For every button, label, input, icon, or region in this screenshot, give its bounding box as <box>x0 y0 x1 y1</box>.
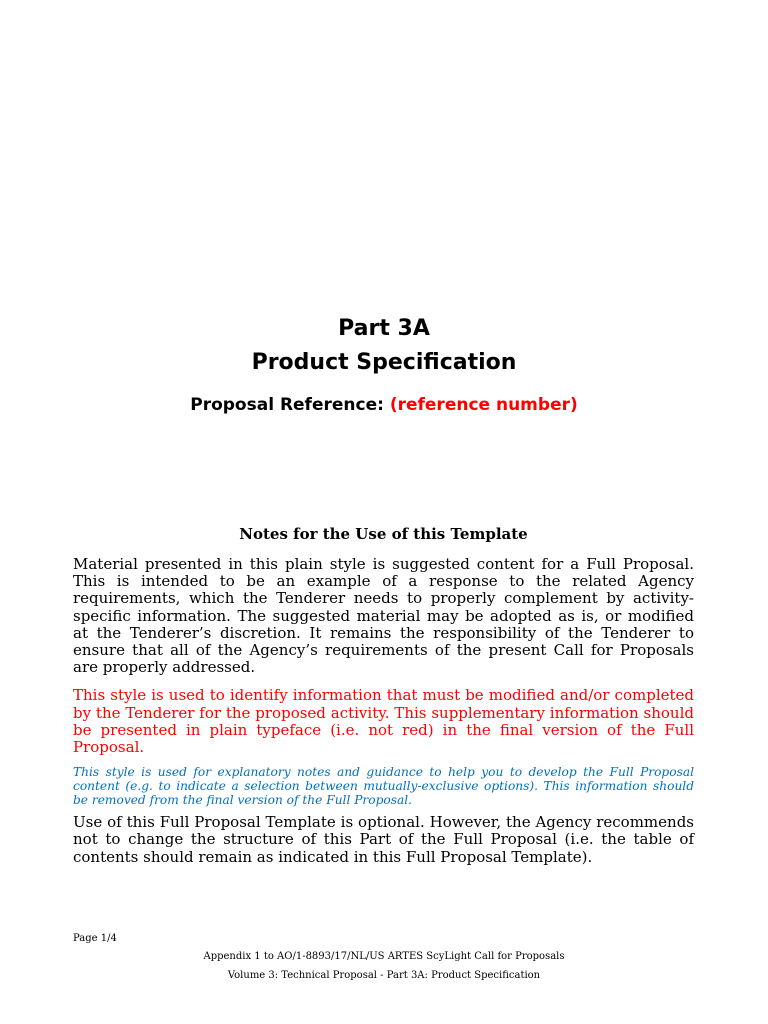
guidance-note-paragraph: This style is used for explanatory notes and guidance to help you to develop the Full Proposal content (e.g. to indicate a selection between mutually-exclusive options). This information should be removed from the final version of the Full Proposal. <box>73 765 694 808</box>
title-block <box>0 312 768 416</box>
footer-appendix-line: Appendix 1 to AO/1-8893/17/NL/US ARTES ScyLight Call for Proposals <box>203 951 565 962</box>
proposal-reference <box>0 394 768 416</box>
optional-use-paragraph: Use of this Full Proposal Template is optional. However, the Agency recommends not to change the structure of this Part of the Full Proposal (i.e. the table of contents should remain as indicated in this Full Proposal Template). <box>73 813 694 866</box>
notes-heading: Notes for the Use of this Template <box>239 525 528 543</box>
proposal-reference-label: Proposal Reference: <box>190 395 390 415</box>
footer-volume-line: Volume 3: Technical Proposal - Part 3A: Product Specification <box>227 970 541 981</box>
plain-style-paragraph: Material presented in this plain style is suggested content for a Full Proposal. This is intended to be an example of a response to the related Agency requirements, which the Tenderer needs to properly complement by activity-specific information. The suggested material may be adopted as is, or modified at the Tenderer’s discretion. It remains the responsibility of the Tenderer to ensure that all of the Agency’s requirements of the present Call for Proposals are properly addressed. <box>73 555 694 677</box>
red-style-paragraph: This style is used to identify information that must be modified and/or completed by the Tenderer for the proposed activity. This supplementary information should be presented in plain typeface (i.e. not red) in the final version of the Full Proposal. <box>73 686 694 757</box>
proposal-reference-value: (reference number) <box>389 395 578 415</box>
part-title: Part 3A <box>338 316 430 341</box>
document-title: Product Specification <box>251 350 517 375</box>
template-notes <box>73 524 694 877</box>
page-number: Page 1/4 <box>73 933 117 944</box>
